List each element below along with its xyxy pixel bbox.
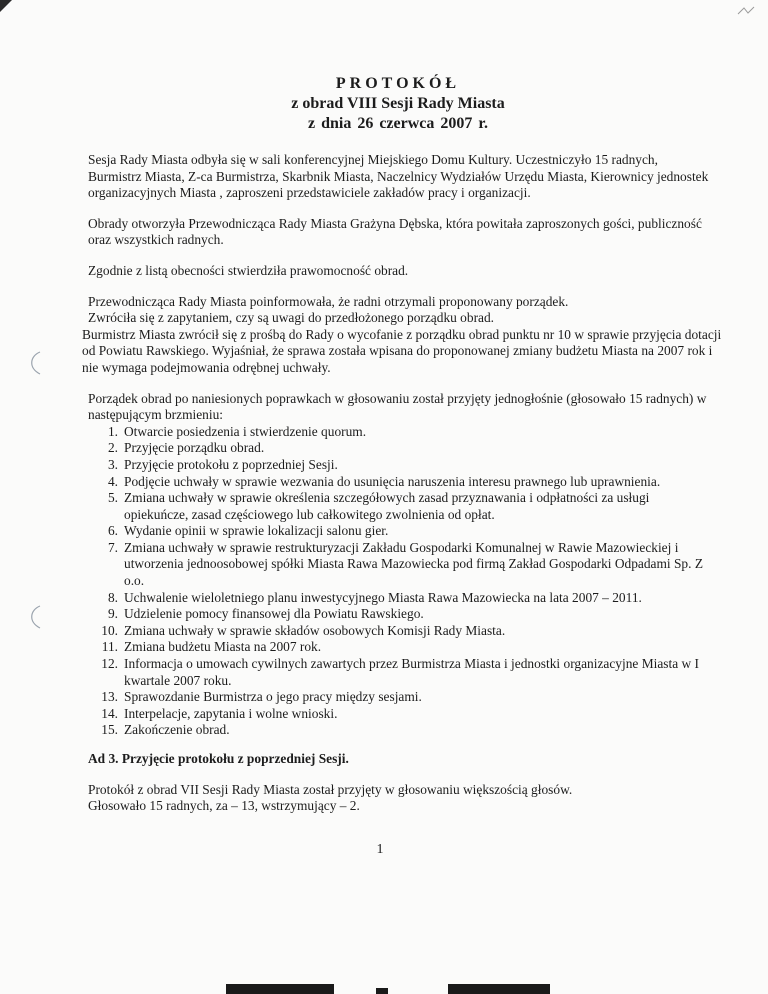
punch-hole-mark-top <box>24 350 44 376</box>
chair-question-line: Zwróciła się z zapytaniem, czy są uwagi do przedłożonego porządku obrad. <box>88 310 495 326</box>
scan-corner-mark <box>0 0 14 14</box>
agenda-item-number: 4. <box>107 473 118 489</box>
agenda-item <box>88 590 712 607</box>
agenda-item-number: 3. <box>107 456 118 472</box>
intro-paragraph: Sesja Rady Miasta odbyła się w sali konferencyjnej Miejskiego Domu Kultury. Uczestniczyło 15 radnych, Burmistrz Miasta, Z-ca Burmistrza, Skarbnik Miasta, Naczelnicy Wydziałów Urzędu Miasta, Kierownicy jednostek organizacyjnych Miasta , zaproszeni przedstawiciele zakładów pracy i organizacji. <box>88 152 709 201</box>
agenda-item-text: Informacja o umowach cywilnych zawartych przez Burmistrza Miasta i jednostki organizacyjne Miasta w I kwartale 2007 roku. <box>124 656 699 688</box>
agenda-item <box>88 424 712 441</box>
agenda-item-number: 2. <box>107 440 118 456</box>
document-date: z dnia 26 czerwca 2007 r. <box>307 115 489 132</box>
agenda-item <box>88 474 712 491</box>
agenda-item <box>88 606 712 623</box>
agenda-item-text: Zakończenie obrad. <box>124 722 230 738</box>
agenda-item <box>88 540 712 590</box>
agenda-item <box>88 457 712 474</box>
agenda-item-number: 10. <box>101 622 118 638</box>
quorum-paragraph: Zgodnie z listą obecności stwierdziła prawomocność obrad. <box>88 262 409 278</box>
agenda-item-text: Interpelacje, zapytania i wolne wnioski. <box>124 705 338 721</box>
agenda-item-number: 13. <box>101 689 118 705</box>
agenda-item-number: 14. <box>101 705 118 721</box>
agenda-item <box>88 689 712 706</box>
agenda-item-number: 15. <box>101 722 118 738</box>
agenda-list <box>88 424 712 739</box>
document-header <box>0 74 768 134</box>
agenda-item-number: 7. <box>107 539 118 555</box>
opening-paragraph: Obrady otworzyła Przewodnicząca Rady Miasta Grażyna Dębska, która powitała zaproszonych gości, publiczność oraz wszystkich radnych. <box>88 215 702 248</box>
agenda-item-number: 8. <box>107 589 118 605</box>
document-body <box>82 152 722 815</box>
agenda-item-text: Otwarcie posiedzenia i stwierdzenie quorum. <box>124 423 367 439</box>
agenda-item <box>88 722 712 739</box>
agenda-item-text: Zmiana uchwały w sprawie składów osobowych Komisji Rady Miasta. <box>124 622 506 638</box>
agenda-item-text: Wydanie opinii w sprawie lokalizacji salonu gier. <box>124 523 389 539</box>
page-number: 1 <box>376 842 384 857</box>
agenda-item-text: Uchwalenie wieloletniego planu inwestycyjnego Miasta Rawa Mazowiecka na lata 2007 – 2011. <box>124 589 642 605</box>
agenda-intro: Porządek obrad po naniesionych poprawkach w głosowaniu został przyjęty jednogłośnie (głosowało 15 radnych) w następującym brzmieniu: <box>88 390 707 423</box>
document-title: PROTOKÓŁ <box>335 75 461 92</box>
mayor-request-paragraph: Burmistrz Miasta zwrócił się z prośbą do Rady o wycofanie z porządku obrad punktu nr 10 w sprawie przyjęcia dotacji od Powiatu Rawskiego. Wyjaśniał, że sprawa została wpisana do proponowanej zmiany budżetu Miasta na 2007 rok i nie wymaga podejmowania odrębnej uchwały. <box>82 326 722 375</box>
agenda-item-text: Udzielenie pomocy finansowej dla Powiatu Rawskiego. <box>124 606 424 622</box>
agenda-item <box>88 639 712 656</box>
agenda-item-number: 12. <box>101 656 118 672</box>
agenda-item-text: Przyjęcie porządku obrad. <box>124 440 265 456</box>
agenda-item-text: Przyjęcie protokołu z poprzedniej Sesji. <box>124 456 338 472</box>
scan-corner-speck <box>736 4 756 18</box>
agenda-item <box>88 490 712 523</box>
agenda-item-text: Zmiana uchwały w sprawie restrukturyzacji Zakładu Gospodarki Komunalnej w Rawie Mazowieckiej i utworzenia jednoosobowej spółki Miasta Rawa Mazowiecka pod firmą Zakład Gospodarki Odpadami Sp. Z o.o. <box>124 539 704 589</box>
agenda-item-number: 1. <box>107 423 118 439</box>
agenda-item-number: 9. <box>107 606 118 622</box>
agenda-item-text: Zmiana uchwały w sprawie określenia szczegółowych zasad przyznawania i odpłatności za usługi opiekuńcze, zasad częściowego lub całkowitego zwolnienia od opłat. <box>124 490 650 522</box>
agenda-item <box>88 523 712 540</box>
ad3-heading: Ad 3. Przyjęcie protokołu z poprzedniej Sesji. <box>88 751 349 766</box>
document-subtitle: z obrad VIII Sesji Rady Miasta <box>291 95 505 112</box>
agenda-item <box>88 706 712 723</box>
agenda-item-text: Sprawozdanie Burmistrza o jego pracy między sesjami. <box>124 689 422 705</box>
scan-edge-bar-left <box>226 984 334 994</box>
ad3-vote-line: Głosowało 15 radnych, za – 13, wstrzymujący – 2. <box>88 798 360 814</box>
scan-edge-bar-mid <box>376 988 388 994</box>
chair-info-line: Przewodnicząca Rady Miasta poinformowała, że radni otrzymali proponowany porządek. <box>88 293 569 309</box>
agenda-item-number: 6. <box>107 523 118 539</box>
punch-hole-mark-bottom <box>24 604 44 630</box>
ad3-result-line: Protokół z obrad VII Sesji Rady Miasta został przyjęty w głosowaniu większością głosów. <box>88 781 573 797</box>
agenda-item-number: 11. <box>101 639 118 655</box>
agenda-item <box>88 623 712 640</box>
agenda-item-text: Podjęcie uchwały w sprawie wezwania do usunięcia naruszenia interesu prawnego lub uprawnienia. <box>124 473 661 489</box>
agenda-item <box>88 656 712 689</box>
agenda-item <box>88 440 712 457</box>
agenda-item-number: 5. <box>107 490 118 506</box>
agenda-item-text: Zmiana budżetu Miasta na 2007 rok. <box>124 639 322 655</box>
scan-edge-bar-right <box>448 984 550 994</box>
